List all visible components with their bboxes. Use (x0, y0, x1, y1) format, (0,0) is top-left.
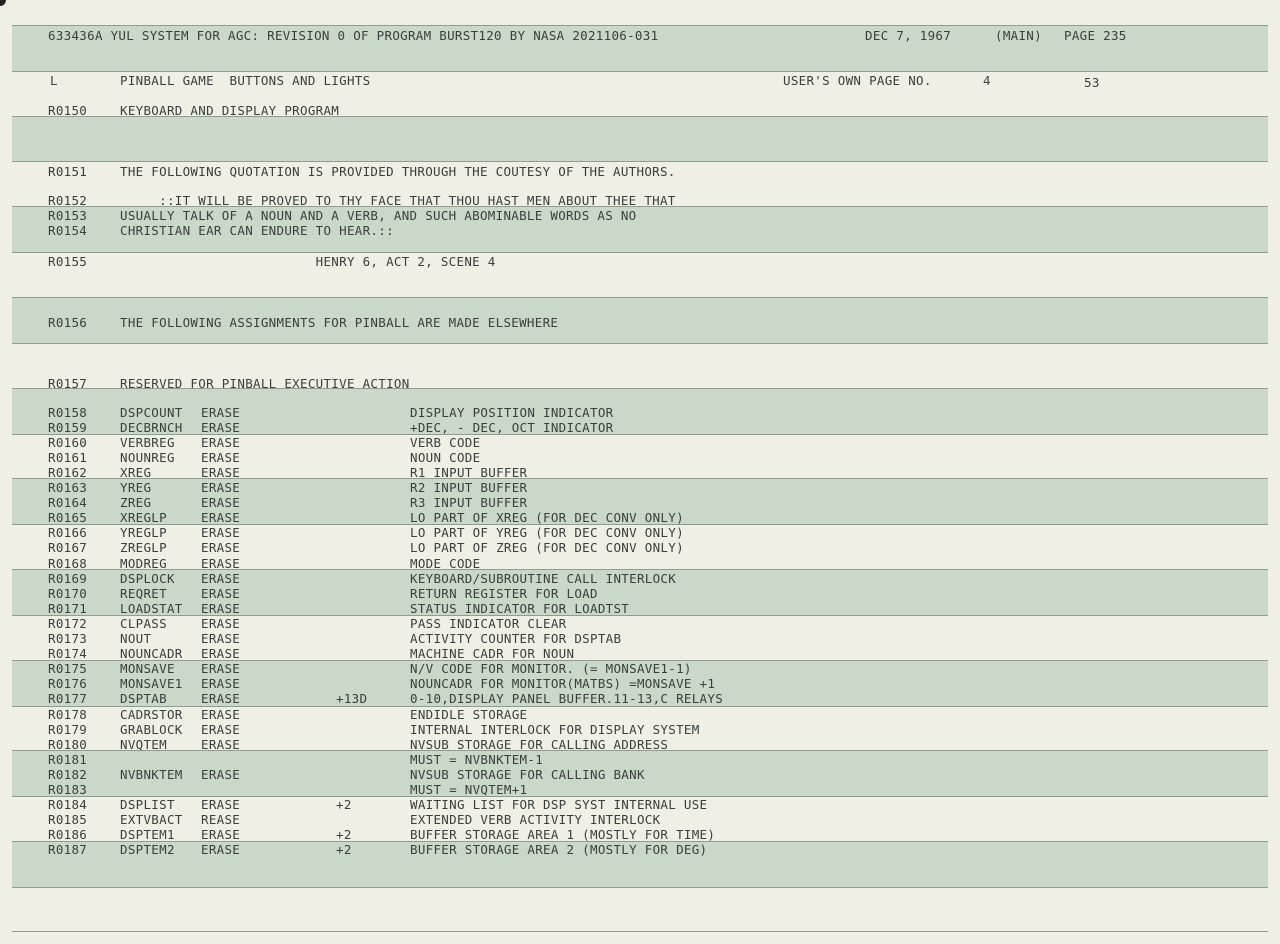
row-symbol: ZREGLP (120, 540, 167, 555)
row-operand: +2 (336, 842, 352, 857)
row-comment: ACTIVITY COUNTER FOR DSPTAB (410, 631, 622, 646)
row-operand: +13D (336, 691, 368, 706)
row-symbol: XREG (120, 465, 152, 480)
row-symbol: NOUT (120, 631, 152, 646)
row-symbol: NOUNCADR (120, 646, 183, 661)
row-operand: +2 (336, 797, 352, 812)
row-opcode: ERASE (201, 450, 241, 465)
row-line-number: R0182 (48, 767, 88, 782)
row-comment: ENDIDLE STORAGE (410, 707, 528, 722)
line-text: THE FOLLOWING ASSIGNMENTS FOR PINBALL ARE MADE ELSEWHERE (120, 315, 559, 330)
row-opcode: ERASE (201, 676, 241, 691)
row-comment: STATUS INDICATOR FOR LOADTST (410, 601, 630, 616)
row-operand: +2 (336, 827, 352, 842)
line-number: R0154 (48, 223, 88, 238)
row-opcode: ERASE (201, 480, 241, 495)
row-opcode: ERASE (201, 797, 241, 812)
row-line-number: R0178 (48, 707, 88, 722)
row-comment: RETURN REGISTER FOR LOAD (410, 586, 598, 601)
sub-users-page-no: 4 (983, 73, 991, 88)
line-number: R0156 (48, 315, 88, 330)
row-opcode: ERASE (201, 510, 241, 525)
line-text: RESERVED FOR PINBALL EXECUTIVE ACTION (120, 376, 410, 391)
row-comment: EXTENDED VERB ACTIVITY INTERLOCK (410, 812, 661, 827)
row-comment: NOUNCADR FOR MONITOR(MATBS) =MONSAVE +1 (410, 676, 716, 691)
row-line-number: R0166 (48, 525, 88, 540)
row-opcode: ERASE (201, 571, 241, 586)
row-opcode: ERASE (201, 661, 241, 676)
row-comment: LO PART OF YREG (FOR DEC CONV ONLY) (410, 525, 684, 540)
line-text: THE FOLLOWING QUOTATION IS PROVIDED THROUGH THE COUTESY OF THE AUTHORS. (120, 164, 676, 179)
row-comment: R1 INPUT BUFFER (410, 465, 528, 480)
row-line-number: R0174 (48, 646, 88, 661)
row-opcode: ERASE (201, 827, 241, 842)
row-line-number: R0161 (48, 450, 88, 465)
row-line-number: R0179 (48, 722, 88, 737)
row-comment: INTERNAL INTERLOCK FOR DISPLAY SYSTEM (410, 722, 700, 737)
row-line-number: R0173 (48, 631, 88, 646)
row-line-number: R0187 (48, 842, 88, 857)
line-number: R0151 (48, 164, 88, 179)
row-line-number: R0176 (48, 676, 88, 691)
page-edge-mark (0, 0, 6, 6)
row-comment: NVSUB STORAGE FOR CALLING ADDRESS (410, 737, 669, 752)
row-opcode: ERASE (201, 737, 241, 752)
line-text: ::IT WILL BE PROVED TO THY FACE THAT THOU HAST MEN ABOUT THEE THAT (120, 193, 676, 208)
row-comment: 0-10,DISPLAY PANEL BUFFER.11-13,C RELAYS (410, 691, 724, 706)
row-comment: BUFFER STORAGE AREA 1 (MOSTLY FOR TIME) (410, 827, 716, 842)
row-line-number: R0175 (48, 661, 88, 676)
row-comment: LO PART OF ZREG (FOR DEC CONV ONLY) (410, 540, 684, 555)
line-number: R0155 (48, 254, 88, 269)
row-symbol: VERBREG (120, 435, 175, 450)
row-line-number: R0183 (48, 782, 88, 797)
line-number: R0157 (48, 376, 88, 391)
row-symbol: GRABLOCK (120, 722, 183, 737)
row-line-number: R0158 (48, 405, 88, 420)
row-line-number: R0162 (48, 465, 88, 480)
header-date: DEC 7, 1967 (865, 28, 952, 43)
row-symbol: CLPASS (120, 616, 167, 631)
row-line-number: R0185 (48, 812, 88, 827)
row-line-number: R0180 (48, 737, 88, 752)
row-symbol: MODREG (120, 556, 167, 571)
row-symbol: XREGLP (120, 510, 167, 525)
row-comment: VERB CODE (410, 435, 481, 450)
row-comment: NOUN CODE (410, 450, 481, 465)
row-symbol: NVQTEM (120, 737, 167, 752)
row-comment: WAITING LIST FOR DSP SYST INTERNAL USE (410, 797, 708, 812)
line-number: R0153 (48, 208, 88, 223)
row-comment: R2 INPUT BUFFER (410, 480, 528, 495)
line-text: KEYBOARD AND DISPLAY PROGRAM (120, 103, 340, 118)
row-line-number: R0186 (48, 827, 88, 842)
row-symbol: MONSAVE1 (120, 676, 183, 691)
row-symbol: YREGLP (120, 525, 167, 540)
row-opcode: ERASE (201, 616, 241, 631)
row-symbol: NOUNREG (120, 450, 175, 465)
row-line-number: R0168 (48, 556, 88, 571)
row-opcode: ERASE (201, 540, 241, 555)
row-symbol: DECBRNCH (120, 420, 183, 435)
row-opcode: ERASE (201, 601, 241, 616)
row-symbol: EXTVBACT (120, 812, 183, 827)
row-comment: DISPLAY POSITION INDICATOR (410, 405, 614, 420)
row-opcode: ERASE (201, 420, 241, 435)
row-symbol: DSPCOUNT (120, 405, 183, 420)
row-opcode: ERASE (201, 722, 241, 737)
row-opcode: ERASE (201, 707, 241, 722)
row-line-number: R0184 (48, 797, 88, 812)
row-comment: NVSUB STORAGE FOR CALLING BANK (410, 767, 645, 782)
row-opcode: ERASE (201, 405, 241, 420)
row-line-number: R0167 (48, 540, 88, 555)
row-opcode: REASE (201, 812, 241, 827)
line-number: R0152 (48, 193, 88, 208)
bottom-rule (12, 931, 1268, 932)
row-symbol: YREG (120, 480, 152, 495)
row-line-number: R0170 (48, 586, 88, 601)
sub-users-page-label: USER'S OWN PAGE NO. (783, 73, 932, 88)
row-symbol: NVBNKTEM (120, 767, 183, 782)
row-line-number: R0165 (48, 510, 88, 525)
row-opcode: ERASE (201, 435, 241, 450)
row-symbol: DSPTAB (120, 691, 167, 706)
row-symbol: DSPLIST (120, 797, 175, 812)
header-page: PAGE 235 (1064, 28, 1127, 43)
row-opcode: ERASE (201, 465, 241, 480)
row-opcode: ERASE (201, 495, 241, 510)
row-symbol: MONSAVE (120, 661, 175, 676)
row-comment: KEYBOARD/SUBROUTINE CALL INTERLOCK (410, 571, 677, 586)
row-opcode: ERASE (201, 767, 241, 782)
sub-mark: L (50, 73, 58, 88)
row-symbol: LOADSTAT (120, 601, 183, 616)
line-text: HENRY 6, ACT 2, SCENE 4 (120, 254, 496, 269)
header-title: 633436A YUL SYSTEM FOR AGC: REVISION 0 OF PROGRAM BURST120 BY NASA 2021106-031 (48, 28, 659, 43)
row-line-number: R0160 (48, 435, 88, 450)
row-opcode: ERASE (201, 631, 241, 646)
row-opcode: ERASE (201, 556, 241, 571)
row-symbol: DSPTEM1 (120, 827, 175, 842)
row-comment: MODE CODE (410, 556, 481, 571)
row-symbol: DSPLOCK (120, 571, 175, 586)
line-text: USUALLY TALK OF A NOUN AND A VERB, AND SUCH ABOMINABLE WORDS AS NO (120, 208, 637, 223)
row-comment: +DEC, - DEC, OCT INDICATOR (410, 420, 614, 435)
row-comment: PASS INDICATOR CLEAR (410, 616, 567, 631)
green-band-2 (12, 116, 1268, 162)
sub-title: PINBALL GAME BUTTONS AND LIGHTS (120, 73, 371, 88)
row-opcode: ERASE (201, 842, 241, 857)
row-line-number: R0172 (48, 616, 88, 631)
sub-code: 53 (1084, 75, 1100, 90)
header-main: (MAIN) (995, 28, 1042, 43)
row-opcode: ERASE (201, 691, 241, 706)
row-line-number: R0177 (48, 691, 88, 706)
row-symbol: REQRET (120, 586, 167, 601)
row-line-number: R0164 (48, 495, 88, 510)
line-number: R0150 (48, 103, 88, 118)
row-line-number: R0169 (48, 571, 88, 586)
row-comment: LO PART OF XREG (FOR DEC CONV ONLY) (410, 510, 684, 525)
row-comment: MACHINE CADR FOR NOUN (410, 646, 575, 661)
row-symbol: DSPTEM2 (120, 842, 175, 857)
row-comment: BUFFER STORAGE AREA 2 (MOSTLY FOR DEG) (410, 842, 708, 857)
row-line-number: R0181 (48, 752, 88, 767)
row-opcode: ERASE (201, 525, 241, 540)
row-symbol: CADRSTOR (120, 707, 183, 722)
row-line-number: R0171 (48, 601, 88, 616)
row-opcode: ERASE (201, 646, 241, 661)
row-comment: MUST = NVQTEM+1 (410, 782, 528, 797)
row-comment: MUST = NVBNKTEM-1 (410, 752, 544, 767)
row-symbol: ZREG (120, 495, 152, 510)
row-comment: R3 INPUT BUFFER (410, 495, 528, 510)
line-text: CHRISTIAN EAR CAN ENDURE TO HEAR.:: (120, 223, 394, 238)
row-line-number: R0159 (48, 420, 88, 435)
row-comment: N/V CODE FOR MONITOR. (= MONSAVE1-1) (410, 661, 692, 676)
row-opcode: ERASE (201, 586, 241, 601)
row-line-number: R0163 (48, 480, 88, 495)
